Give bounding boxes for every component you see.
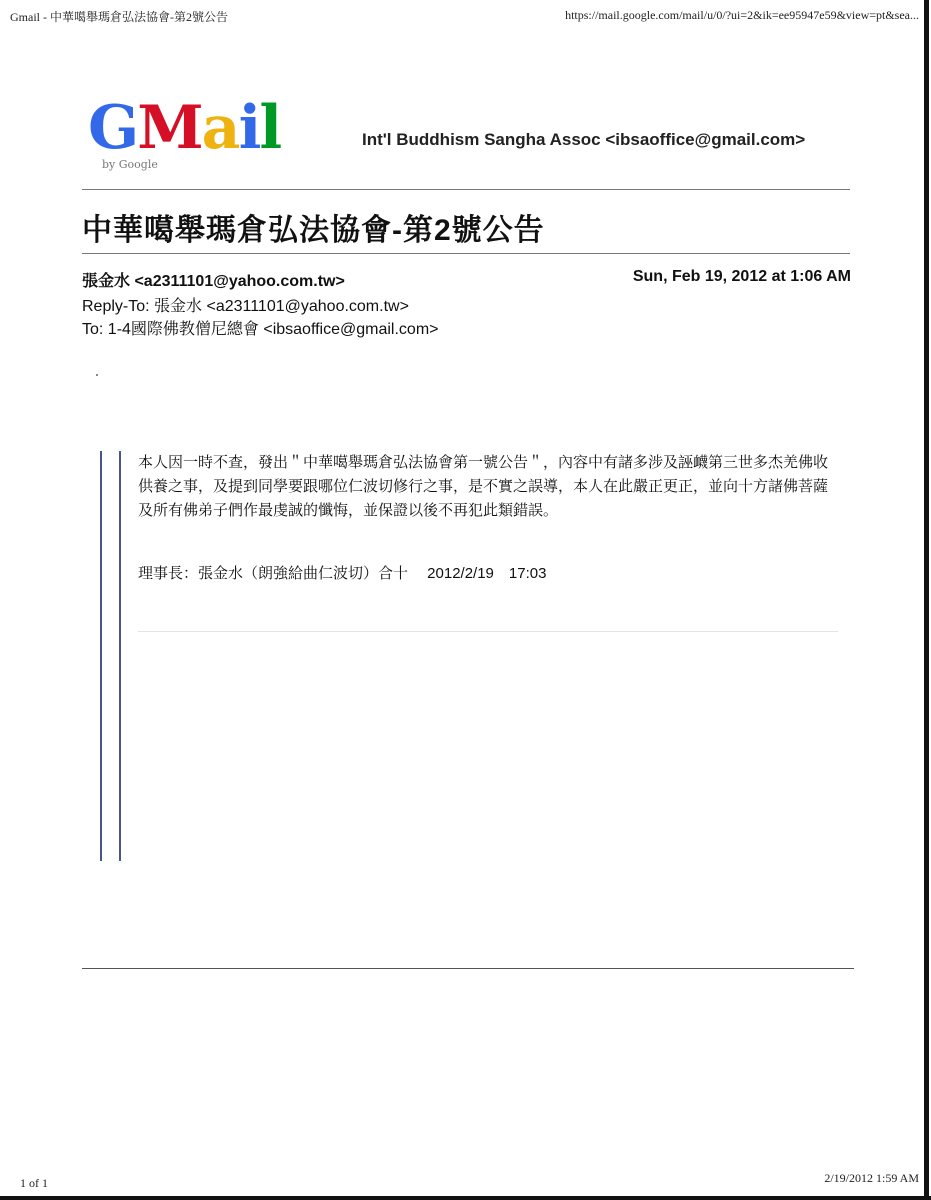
logo-letter-m: M [137,93,202,163]
email-to: To: 1-4國際佛教僧尼總會 <ibsaoffice@gmail.com> [82,321,439,338]
email-date: Sun, Feb 19, 2012 at 1:06 AM [632,268,851,285]
print-footer-timestamp: 2/19/2012 1:59 AM [824,1171,919,1185]
logo-letter-l: l [259,93,281,163]
subject-divider [82,253,850,254]
email-body: 本人因一時不查，發出＂中華噶舉瑪倉弘法協會第一號公告＂，內容中有諸多涉及誣衊第三世多杰羌佛收供養之事，及提到同學要跟哪位仁波切修行之事，是不實之誤導，本人在此嚴正更正，並向十方諸佛菩薩及所有佛弟子們作最虔誠的懺悔，並保證以後不再犯此類錯誤。 [138,454,829,519]
quote-bar-inner [119,451,121,861]
gmail-logo [88,93,281,178]
print-header-url: https://mail.google.com/mail/u/0/?ui=2&ik=ee95947e59&view=pt&sea... [565,8,919,22]
message-end-divider [82,968,854,969]
email-subject: 中華噶舉瑪倉弘法協會-第2號公告 [82,214,545,247]
account-identity: Int'l Buddhism Sangha Assoc <ibsaoffice@gmail.com> [362,130,806,149]
email-from[interactable]: 張金水 <a2311101@yahoo.com.tw> [82,273,345,290]
email-signature: 理事長：張金水（朗強給曲仁波切）合十 2012/2/19 17:03 [138,565,547,582]
quote-bar-outer [100,451,102,861]
signature-divider [138,631,838,632]
logo-letter-g: G [88,93,138,163]
print-header-title: Gmail - 中華噶舉瑪倉弘法協會-第2號公告 [10,10,228,24]
logo-letter-a: a [201,93,239,163]
logo-byline: by Google [102,158,158,171]
page-edge-bottom [0,1196,931,1200]
scan-speck [96,374,98,376]
gmail-wordmark [88,93,281,163]
print-footer-page: 1 of 1 [20,1176,48,1190]
email-reply-to: Reply-To: 張金水 <a2311101@yahoo.com.tw> [82,298,409,315]
header-divider [82,189,850,190]
logo-letter-i: i [238,93,260,163]
page-edge-right [924,0,929,1200]
